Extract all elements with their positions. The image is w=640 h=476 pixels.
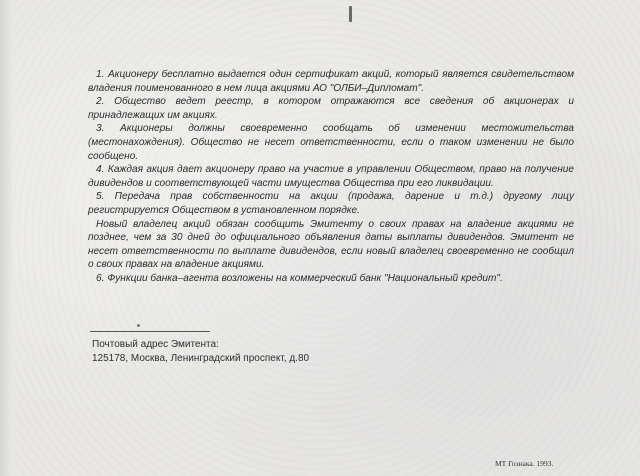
divider-line [90,331,210,332]
clause-6: 6. Функции банка–агента возложены на коммерческий банк "Национальный кредит". [96,272,503,284]
clause-2: 2. Общество ведет реестр, в котором отражаются все сведения об акционерах и принадлежащих им акциях. [88,96,574,121]
issuer-address [92,338,309,366]
clause-5: 5. Передача прав собственности на акции (продажа, дарение и т.д.) другому лицу регистрируется Обществом в установленном порядке. [88,191,574,216]
terms-text [88,68,574,286]
clause-5-continuation: Новый владелец акций обязан сообщить Эмитенту о своих правах на владение акциями не позднее, чем за 30 дней до официального объявления даты выплаты дивидендов. Эмитент не несет ответственности по выплате дивидендов, если новый владелец своевременно не сообщил о своих правах на владение акциями. [88,218,574,271]
ink-mark [349,6,352,22]
clause-4: 4. Каждая акция дает акционеру право на участие в управлении Обществом, право на получение дивидендов и соответствующей части имущества Общества при его ликвидации. [88,164,574,189]
ink-dot [137,324,140,327]
address-value: 125178, Москва, Ленинградский проспект, д.80 [92,353,310,364]
address-label: Почтовый адрес Эмитента: [92,339,219,350]
printer-mark: МТ Гознака. 1993. [495,459,554,468]
clause-1: 1. Акционеру бесплатно выдается один сертификат акций, который является свидетельством владения поименованного в нем лица акциями АО "ОЛБИ–Дипломат". [88,69,574,94]
clause-3: 3. Акционеры должны своевременно сообщать об изменении местожительства (местонахождения). Общество не несет ответственности, если о таком изменении не было сообщено. [88,123,574,162]
page-edge-shadow [0,0,12,476]
